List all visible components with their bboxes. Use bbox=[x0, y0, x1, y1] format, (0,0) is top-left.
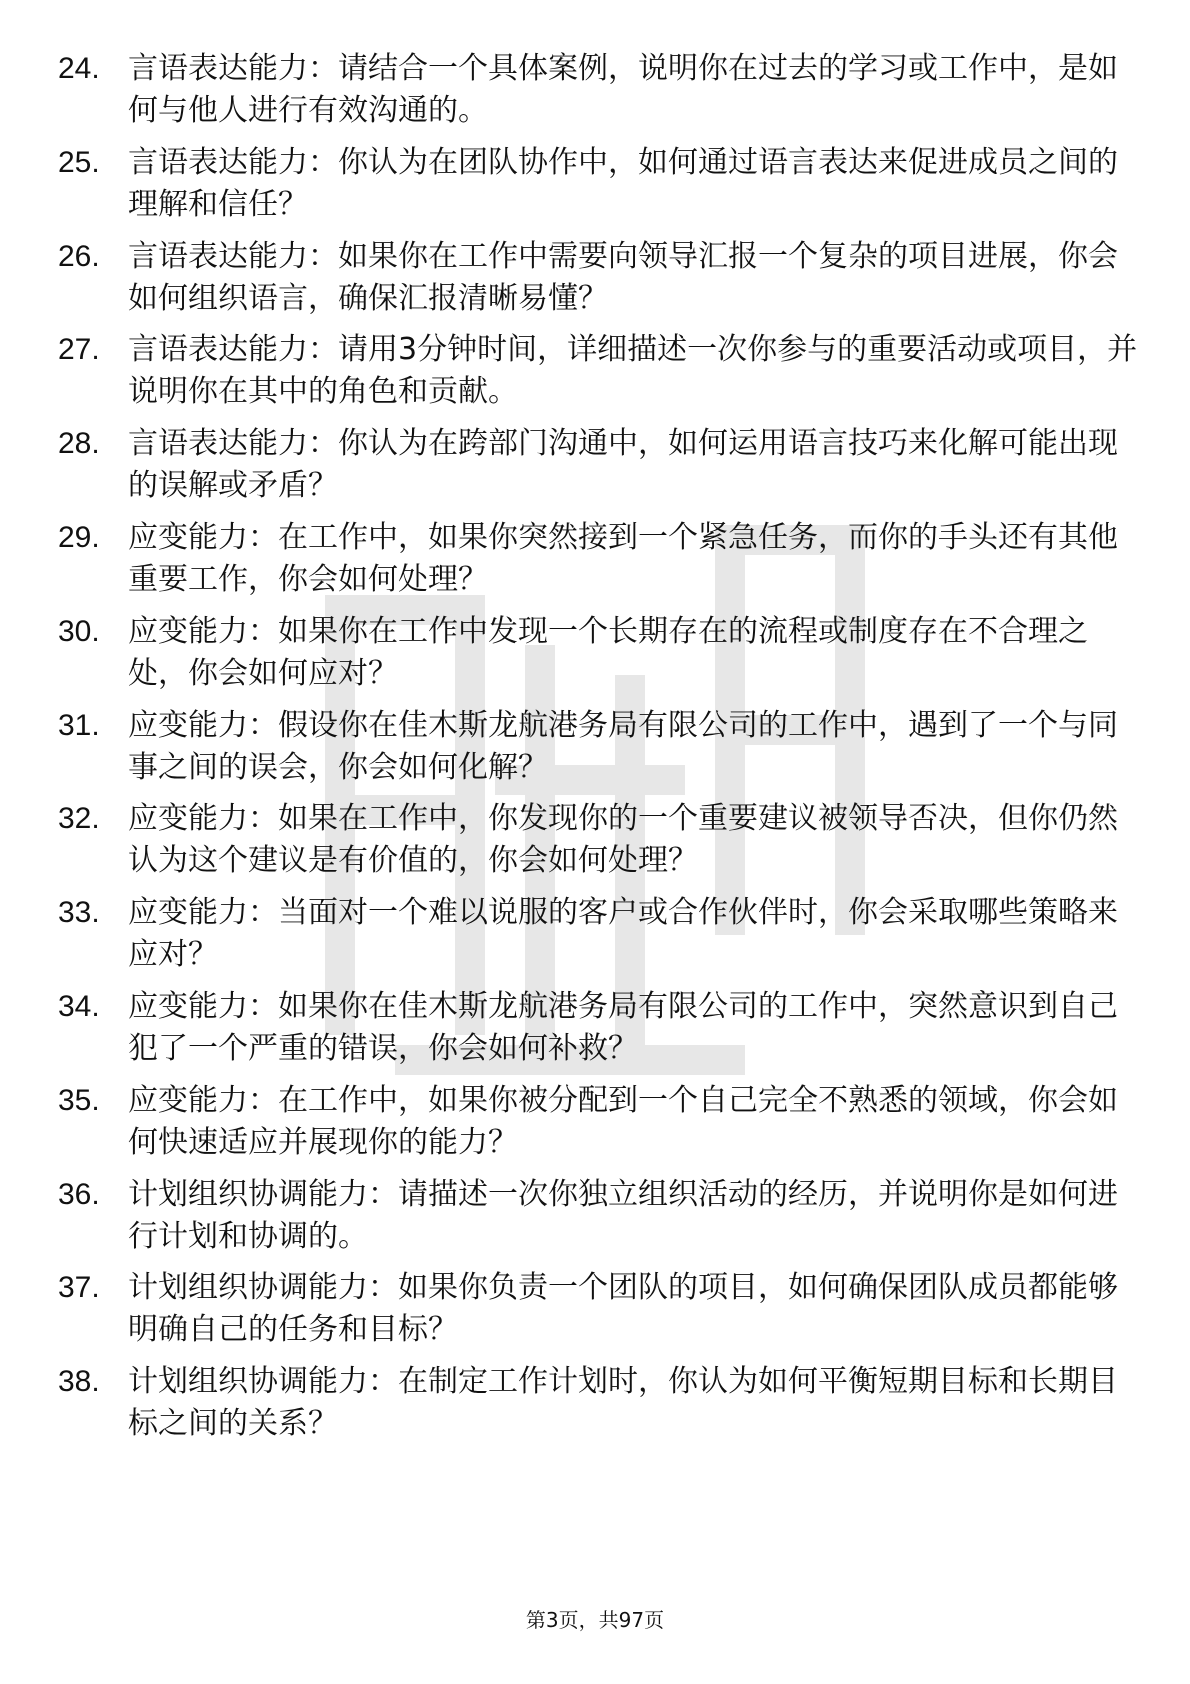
list-item bbox=[58, 1361, 1138, 1455]
question-text: 应变能力：当面对一个难以说服的客户或合作伙伴时，你会采取哪些策略来应对？ bbox=[128, 895, 1118, 973]
question-number: 28. bbox=[58, 427, 100, 461]
question-text: 应变能力：如果你在佳木斯龙航港务局有限公司的工作中，突然意识到自己犯了一个严重的错误，你会如何补救？ bbox=[128, 988, 1118, 1066]
question-number: 38. bbox=[58, 1365, 100, 1399]
question-list bbox=[58, 48, 1138, 1455]
question-number: 30. bbox=[58, 614, 100, 648]
question-text: 计划组织协调能力：如果你负责一个团队的项目，如何确保团队成员都能够明确自己的任务和目标？ bbox=[128, 1270, 1118, 1348]
list-item bbox=[58, 705, 1138, 799]
list-item bbox=[58, 892, 1138, 986]
question-text: 言语表达能力：请结合一个具体案例，说明你在过去的学习或工作中，是如何与他人进行有效沟通的。 bbox=[128, 51, 1118, 128]
question-number: 36. bbox=[58, 1177, 100, 1211]
question-text: 应变能力：在工作中，如果你被分配到一个自己完全不熟悉的领域，你会如何快速适应并展现你的能力？ bbox=[128, 1082, 1118, 1160]
question-number: 26. bbox=[58, 239, 100, 273]
list-item bbox=[58, 1174, 1138, 1268]
list-item bbox=[58, 1267, 1138, 1361]
list-item bbox=[58, 142, 1138, 236]
question-number: 24. bbox=[58, 52, 100, 85]
list-item bbox=[58, 48, 1138, 142]
page-number-label: 第3页，共97页 bbox=[525, 1608, 665, 1632]
list-item bbox=[58, 986, 1138, 1080]
question-text: 言语表达能力：你认为在跨部门沟通中，如何运用语言技巧来化解可能出现的误解或矛盾？ bbox=[128, 426, 1118, 504]
list-item bbox=[58, 329, 1138, 423]
list-item bbox=[58, 517, 1138, 611]
question-text: 计划组织协调能力：在制定工作计划时，你认为如何平衡短期目标和长期目标之间的关系？ bbox=[128, 1364, 1118, 1442]
list-item bbox=[58, 1080, 1138, 1174]
page-footer bbox=[0, 1606, 1190, 1634]
question-number: 25. bbox=[58, 145, 100, 179]
question-text: 应变能力：在工作中，如果你突然接到一个紧急任务，而你的手头还有其他重要工作，你会如何处理？ bbox=[128, 519, 1118, 597]
question-text: 言语表达能力：如果你在工作中需要向领导汇报一个复杂的项目进展，你会如何组织语言，确保汇报清晰易懂？ bbox=[128, 238, 1118, 316]
question-number: 37. bbox=[58, 1271, 100, 1305]
question-text: 言语表达能力：你认为在团队协作中，如何通过语言表达来促进成员之间的理解和信任？ bbox=[128, 144, 1118, 222]
list-item bbox=[58, 611, 1138, 705]
list-item bbox=[58, 236, 1138, 330]
question-number: 31. bbox=[58, 708, 100, 742]
question-text: 应变能力：如果在工作中，你发现你的一个重要建议被领导否决，但你仍然认为这个建议是有价值的，你会如何处理？ bbox=[128, 801, 1118, 879]
question-number: 29. bbox=[58, 520, 100, 554]
question-number: 32. bbox=[58, 802, 100, 836]
question-text: 言语表达能力：请用3分钟时间，详细描述一次你参与的重要活动或项目，并说明你在其中的角色和贡献。 bbox=[128, 332, 1138, 410]
question-number: 34. bbox=[58, 989, 100, 1023]
question-text: 应变能力：如果你在工作中发现一个长期存在的流程或制度存在不合理之处，你会如何应对？ bbox=[128, 613, 1088, 691]
question-number: 33. bbox=[58, 896, 100, 930]
list-item bbox=[58, 798, 1138, 892]
question-number: 35. bbox=[58, 1083, 100, 1117]
question-text: 应变能力：假设你在佳木斯龙航港务局有限公司的工作中，遇到了一个与同事之间的误会，你会如何化解？ bbox=[128, 707, 1118, 785]
question-text: 计划组织协调能力：请描述一次你独立组织活动的经历，并说明你是如何进行计划和协调的。 bbox=[128, 1176, 1118, 1254]
list-item bbox=[58, 423, 1138, 517]
question-number: 27. bbox=[58, 333, 100, 367]
